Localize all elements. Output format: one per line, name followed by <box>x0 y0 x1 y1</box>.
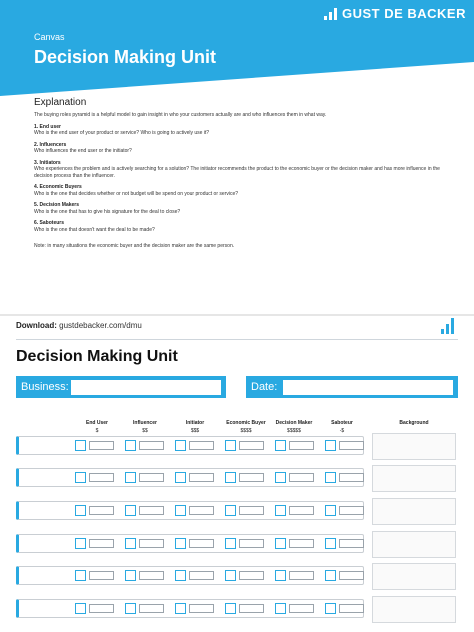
business-field <box>16 376 226 398</box>
role-cell <box>75 439 114 452</box>
column-symbol: $$$$ <box>240 428 252 434</box>
explanation-section <box>34 97 444 250</box>
role-input[interactable] <box>339 473 364 482</box>
background-input[interactable] <box>372 596 456 623</box>
role-input[interactable] <box>289 539 314 548</box>
column-label: Influencer <box>133 420 157 426</box>
role-cell <box>175 504 214 517</box>
dmu-row <box>16 436 364 455</box>
role-checkbox[interactable] <box>75 472 86 483</box>
role-cell <box>225 602 264 615</box>
role-checkbox[interactable] <box>175 472 186 483</box>
role-checkbox[interactable] <box>125 440 136 451</box>
role-input[interactable] <box>339 506 364 515</box>
role-cell <box>325 537 364 550</box>
dmu-row <box>16 599 364 618</box>
role-input[interactable] <box>339 539 364 548</box>
role-checkbox[interactable] <box>75 603 86 614</box>
bars-icon <box>441 318 454 334</box>
role-cell <box>275 537 314 550</box>
role-description: Who is the one that doesn't want the deal to be made? <box>34 226 155 233</box>
column-header-decision-maker <box>270 420 318 434</box>
business-label: Business: <box>21 381 69 393</box>
role-input[interactable] <box>239 539 264 548</box>
download-line <box>16 321 142 330</box>
role-title: 6. Saboteurs <box>34 220 65 226</box>
role-cell <box>175 602 214 615</box>
business-input[interactable] <box>71 380 221 395</box>
column-header-end-user <box>74 420 120 434</box>
role-checkbox[interactable] <box>225 538 236 549</box>
dmu-row <box>16 534 364 553</box>
canvas-kicker: Canvas <box>34 32 65 42</box>
role-cell <box>275 569 314 582</box>
background-input[interactable] <box>372 465 456 492</box>
canvas-page-worksheet <box>0 316 474 632</box>
role-checkbox[interactable] <box>175 440 186 451</box>
role-input[interactable] <box>89 571 114 580</box>
role-description: Who is the one that has to give his signature for the deal to close? <box>34 208 181 215</box>
role-checkbox[interactable] <box>325 538 336 549</box>
worksheet-title: Decision Making Unit <box>16 348 178 365</box>
role-description: Who influences the end user or the initiator? <box>34 148 132 154</box>
role-cell <box>125 504 164 517</box>
role-input[interactable] <box>89 539 114 548</box>
role-cell <box>175 439 214 452</box>
date-field <box>246 376 458 398</box>
role-input[interactable] <box>139 604 164 613</box>
role-cell <box>225 537 264 550</box>
role-checkbox[interactable] <box>125 505 136 516</box>
role-cell <box>175 569 214 582</box>
role-input[interactable] <box>339 571 364 580</box>
role-checkbox[interactable] <box>325 603 336 614</box>
canvas-page-explanation <box>0 0 474 314</box>
role-checkbox[interactable] <box>225 570 236 581</box>
role-input[interactable] <box>139 473 164 482</box>
role-input[interactable] <box>189 441 214 450</box>
column-label: Initiator <box>185 420 205 426</box>
role-input[interactable] <box>289 571 314 580</box>
role-checkbox[interactable] <box>75 440 86 451</box>
role-input[interactable] <box>89 506 114 515</box>
role-input[interactable] <box>239 506 264 515</box>
role-input[interactable] <box>189 506 214 515</box>
role-cell <box>325 471 364 484</box>
role-item <box>34 220 444 233</box>
column-symbol: $$ <box>142 428 148 434</box>
column-label: Decision Maker <box>275 420 313 426</box>
role-checkbox[interactable] <box>225 472 236 483</box>
role-cell <box>225 439 264 452</box>
background-input[interactable] <box>372 433 456 460</box>
role-cell <box>125 471 164 484</box>
download-label: Download: <box>16 321 57 330</box>
role-checkbox[interactable] <box>275 505 286 516</box>
role-cell <box>125 602 164 615</box>
role-checkbox[interactable] <box>325 440 336 451</box>
role-item <box>34 202 444 215</box>
role-cell <box>325 569 364 582</box>
role-input[interactable] <box>189 473 214 482</box>
role-input[interactable] <box>289 506 314 515</box>
role-cell <box>325 602 364 615</box>
role-input[interactable] <box>189 604 214 613</box>
divider <box>16 339 458 340</box>
role-checkbox[interactable] <box>275 440 286 451</box>
role-checkbox[interactable] <box>75 570 86 581</box>
column-symbol: -$ <box>339 428 345 434</box>
column-header-economic-buyer <box>220 420 272 434</box>
role-input[interactable] <box>139 441 164 450</box>
column-header-saboteur <box>320 420 364 434</box>
role-input[interactable] <box>89 473 114 482</box>
column-header-background: Background <box>399 420 429 426</box>
role-cell <box>325 504 364 517</box>
role-cell <box>75 602 114 615</box>
dmu-row <box>16 566 364 585</box>
brand-name: GUST DE BACKER <box>341 6 466 21</box>
role-cell <box>75 537 114 550</box>
dmu-row <box>16 501 364 520</box>
role-input[interactable] <box>239 571 264 580</box>
role-checkbox[interactable] <box>275 570 286 581</box>
role-checkbox[interactable] <box>75 538 86 549</box>
role-input[interactable] <box>289 441 314 450</box>
date-input[interactable] <box>283 380 453 395</box>
role-input[interactable] <box>339 604 364 613</box>
column-label: Saboteur <box>331 420 353 426</box>
role-cell <box>75 504 114 517</box>
role-title: 3. Initiators <box>34 159 61 166</box>
role-checkbox[interactable] <box>275 472 286 483</box>
background-input[interactable] <box>372 498 456 525</box>
role-checkbox[interactable] <box>225 505 236 516</box>
role-cell <box>125 439 164 452</box>
role-cell <box>125 569 164 582</box>
role-title: 1. End user <box>34 123 61 130</box>
page-title: Decision Making Unit <box>34 47 217 67</box>
background-input[interactable] <box>372 563 456 590</box>
role-cell <box>75 471 114 484</box>
role-input[interactable] <box>289 473 314 482</box>
role-item <box>34 142 444 155</box>
role-input[interactable] <box>139 539 164 548</box>
column-header-influencer <box>122 420 168 434</box>
role-cell <box>75 569 114 582</box>
role-checkbox[interactable] <box>325 472 336 483</box>
role-cell <box>175 471 214 484</box>
role-checkbox[interactable] <box>325 505 336 516</box>
role-cell <box>225 504 264 517</box>
role-checkbox[interactable] <box>75 505 86 516</box>
note-text: Note: in many situations the economic buyer and the decision maker are the same person. <box>34 243 235 249</box>
role-description: Who experiences the problem and is actively searching for a solution? The initiator recommends the product to the economic buyer or the decision maker and has more influence in the decision process than the influencer. <box>34 166 440 179</box>
role-checkbox[interactable] <box>275 538 286 549</box>
dmu-row <box>16 468 364 487</box>
role-input[interactable] <box>239 441 264 450</box>
role-input[interactable] <box>89 441 114 450</box>
role-input[interactable] <box>289 604 314 613</box>
role-item <box>34 124 444 137</box>
role-checkbox[interactable] <box>175 570 186 581</box>
column-label: Economic Buyer <box>226 420 266 426</box>
role-checkbox[interactable] <box>325 570 336 581</box>
column-symbol: $$$$$ <box>287 428 301 434</box>
role-checkbox[interactable] <box>125 538 136 549</box>
role-checkbox[interactable] <box>125 472 136 483</box>
date-label: Date: <box>251 381 278 393</box>
role-input[interactable] <box>239 604 264 613</box>
role-cell <box>225 569 264 582</box>
role-checkbox[interactable] <box>175 505 186 516</box>
role-input[interactable] <box>139 571 164 580</box>
role-cell <box>275 602 314 615</box>
role-cell <box>125 537 164 550</box>
role-checkbox[interactable] <box>225 603 236 614</box>
background-input[interactable] <box>372 531 456 558</box>
column-symbol: $ <box>95 428 99 434</box>
column-label: End User <box>86 420 108 426</box>
role-input[interactable] <box>89 604 114 613</box>
role-title: 4. Economic Buyers <box>34 184 82 190</box>
role-checkbox[interactable] <box>175 603 186 614</box>
role-cell <box>225 471 264 484</box>
role-cell <box>175 537 214 550</box>
column-header-initiator <box>172 420 218 434</box>
role-cell <box>275 504 314 517</box>
role-description: Who is the end user of your product or service? Who is going to actively use it? <box>34 130 210 136</box>
role-input[interactable] <box>189 571 214 580</box>
role-checkbox[interactable] <box>125 570 136 581</box>
role-item <box>34 184 444 197</box>
column-symbol: $$$ <box>190 428 200 434</box>
role-checkbox[interactable] <box>175 538 186 549</box>
role-title: 5. Decision Makers <box>34 202 80 208</box>
role-item <box>34 160 444 180</box>
role-input[interactable] <box>239 473 264 482</box>
explanation-heading: Explanation <box>34 97 87 108</box>
role-checkbox[interactable] <box>275 603 286 614</box>
role-cell <box>275 471 314 484</box>
brand-logo <box>324 6 466 21</box>
download-link[interactable]: gustdebacker.com/dmu <box>59 321 142 330</box>
role-checkbox[interactable] <box>225 440 236 451</box>
role-description: Who is the one that decides whether or not budget will be spend on your product or service? <box>34 190 239 197</box>
role-title: 2. Influencers <box>34 141 67 148</box>
role-cell <box>275 439 314 452</box>
role-input[interactable] <box>189 539 214 548</box>
role-input[interactable] <box>339 441 364 450</box>
role-cell <box>325 439 364 452</box>
role-checkbox[interactable] <box>125 603 136 614</box>
bars-icon <box>324 8 337 20</box>
intro-text: The buying roles pyramid is a helpful model to gain insight in who your customers actually are and who influences them in what way. <box>34 112 327 118</box>
role-input[interactable] <box>139 506 164 515</box>
